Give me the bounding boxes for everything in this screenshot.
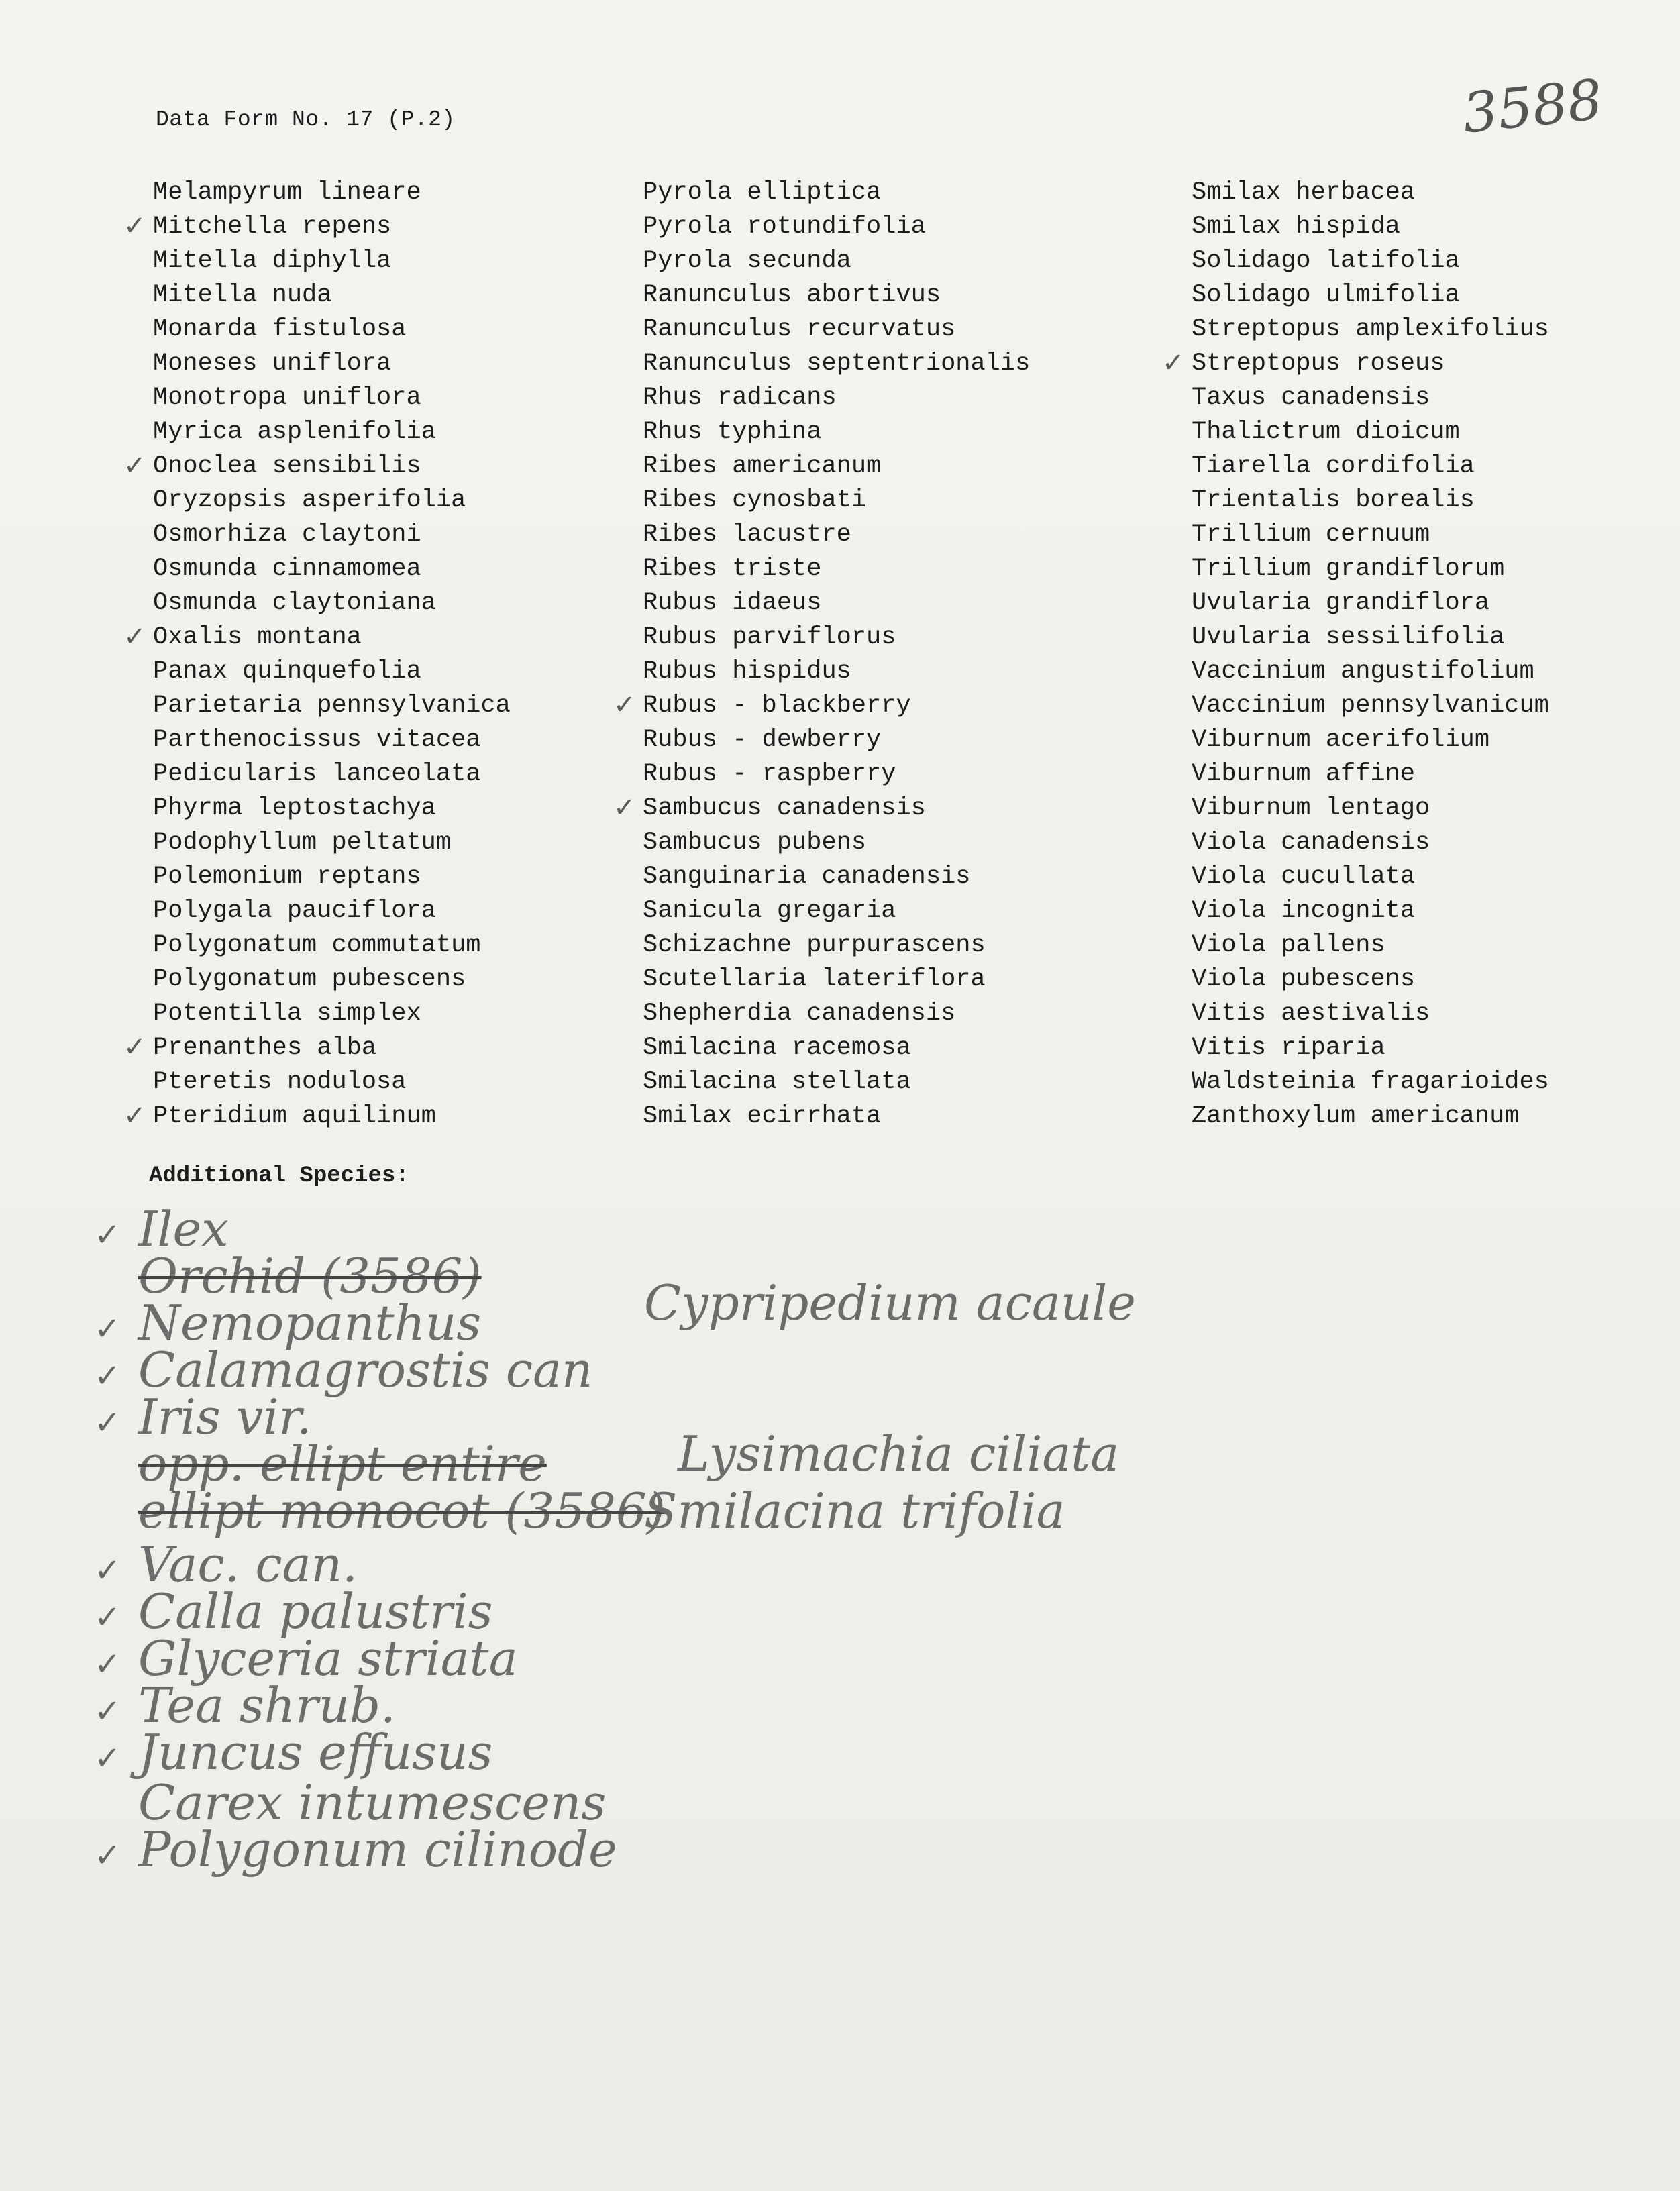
species-item <box>643 997 1179 1031</box>
note-right-2: Smilacina trifolia <box>644 1483 1065 1539</box>
species-name: Osmunda cinnamomea <box>153 555 421 583</box>
species-item <box>643 244 1179 278</box>
checkmark-icon: ✓ <box>1162 348 1185 378</box>
note-left-12: Carex intumescens <box>138 1774 607 1831</box>
checkmark-icon: ✓ <box>123 1032 146 1063</box>
species-item <box>643 347 1179 381</box>
species-item <box>1192 689 1661 723</box>
species-item <box>643 894 1179 928</box>
species-name: Viburnum acerifolium <box>1192 726 1490 754</box>
species-name: Mitchella repens <box>153 213 392 241</box>
species-item <box>1192 449 1661 484</box>
species-item <box>123 210 690 244</box>
species-name: Ribes cynosbati <box>643 486 867 515</box>
note-left-10: ✓ Tea shrub. <box>94 1677 396 1733</box>
species-item <box>1192 176 1661 210</box>
species-name: Rubus parviflorus <box>643 623 896 651</box>
form-title: Data Form No. 17 (P.2) <box>156 107 456 132</box>
species-name: Tiarella cordifolia <box>1192 452 1475 480</box>
species-name: Phyrma leptostachya <box>153 794 436 822</box>
checkmark-icon: ✓ <box>94 1552 121 1589</box>
species-item <box>643 381 1179 415</box>
note-right-1: Lysimachia ciliata <box>678 1426 1120 1482</box>
species-name: Uvularia grandiflora <box>1192 589 1490 617</box>
species-name: Trientalis borealis <box>1192 486 1475 515</box>
species-name: Polygonatum pubescens <box>153 965 466 994</box>
species-item <box>1192 1031 1661 1065</box>
species-name: Sanguinaria canadensis <box>643 863 971 891</box>
species-item <box>643 655 1179 689</box>
species-name: Ranunculus abortivus <box>643 281 941 309</box>
species-name: Rhus typhina <box>643 418 822 446</box>
species-name: Streptopus roseus <box>1192 350 1445 378</box>
species-item <box>153 381 690 415</box>
species-item <box>1192 484 1661 518</box>
species-name: Panax quinquefolia <box>153 657 421 686</box>
species-name: Rubus hispidus <box>643 657 851 686</box>
note-left-8: ✓ Calla palustris <box>94 1583 493 1640</box>
species-item <box>643 1031 1179 1065</box>
species-name: Smilax herbacea <box>1192 178 1416 207</box>
species-name: Parietaria pennsylvanica <box>153 692 511 720</box>
species-item <box>153 518 690 552</box>
species-name: Waldsteinia fragarioides <box>1192 1068 1549 1096</box>
species-item <box>153 313 690 347</box>
note-left-4: ✓ Iris vir. <box>94 1389 312 1445</box>
species-column-1 <box>123 176 690 1134</box>
note-left-3: ✓ Calamagrostis can <box>94 1342 593 1398</box>
checkmark-icon: ✓ <box>94 1599 121 1636</box>
species-column-3 <box>1162 176 1661 1134</box>
species-name: Zanthoxylum americanum <box>1192 1102 1520 1130</box>
species-item <box>1192 655 1661 689</box>
species-item <box>643 484 1179 518</box>
note-left-7: ✓ Vac. can. <box>94 1536 358 1593</box>
species-item <box>153 1065 690 1100</box>
species-item <box>613 792 1179 826</box>
species-name: Mitella nuda <box>153 281 332 309</box>
species-name: Smilacina racemosa <box>643 1034 911 1062</box>
species-item <box>1192 552 1661 586</box>
species-item <box>643 621 1179 655</box>
species-item <box>1192 586 1661 621</box>
checkmark-icon: ✓ <box>94 1310 121 1348</box>
species-name: Smilacina stellata <box>643 1068 911 1096</box>
species-name: Vitis aestivalis <box>1192 1000 1430 1028</box>
species-item <box>643 963 1179 997</box>
species-item <box>643 552 1179 586</box>
species-item <box>153 484 690 518</box>
note-left-13: ✓ Polygonum cilinode <box>94 1821 617 1878</box>
species-item <box>1192 997 1661 1031</box>
species-name: Ribes americanum <box>643 452 882 480</box>
additional-species-label: Additional Species: <box>149 1163 409 1189</box>
species-name: Sambucus canadensis <box>643 794 926 822</box>
species-item <box>613 689 1179 723</box>
note-left-0: ✓ Ilex <box>94 1201 229 1257</box>
checkmark-icon: ✓ <box>94 1837 121 1874</box>
species-item <box>643 278 1179 313</box>
checkmark-icon: ✓ <box>613 792 636 823</box>
species-name: Streptopus amplexifolius <box>1192 315 1549 343</box>
species-name: Trillium grandiflorum <box>1192 555 1505 583</box>
species-item <box>643 928 1179 963</box>
checkmark-icon: ✓ <box>613 690 636 720</box>
species-name: Pyrola rotundifolia <box>643 213 926 241</box>
species-name: Rubus - raspberry <box>643 760 896 788</box>
species-name: Smilax ecirrhata <box>643 1102 882 1130</box>
species-name: Vitis riparia <box>1192 1034 1385 1062</box>
species-name: Rhus radicans <box>643 384 837 412</box>
species-name: Rubus - dewberry <box>643 726 882 754</box>
species-item <box>153 894 690 928</box>
species-name: Monotropa uniflora <box>153 384 421 412</box>
species-item <box>123 449 690 484</box>
species-name: Pteridium aquilinum <box>153 1102 436 1130</box>
species-item <box>123 1100 690 1134</box>
species-name: Polygonatum commutatum <box>153 931 481 959</box>
checkmark-icon: ✓ <box>123 450 146 481</box>
species-name: Trillium cernuum <box>1192 521 1430 549</box>
species-name: Thalictrum dioicum <box>1192 418 1460 446</box>
checkmark-icon: ✓ <box>94 1404 121 1442</box>
species-name: Schizachne purpurascens <box>643 931 986 959</box>
species-name: Mitella diphylla <box>153 247 392 275</box>
checkmark-icon: ✓ <box>94 1740 121 1777</box>
species-item <box>1192 244 1661 278</box>
species-name: Solidago ulmifolia <box>1192 281 1460 309</box>
species-name: Viola pubescens <box>1192 965 1416 994</box>
species-item <box>1192 757 1661 792</box>
species-item <box>1192 381 1661 415</box>
note-left-6: ellipt monocot (3586) <box>138 1483 666 1539</box>
species-item <box>1192 415 1661 449</box>
note-left-11: ✓ Juncus effusus <box>94 1724 493 1780</box>
species-item <box>1192 963 1661 997</box>
species-name: Viola canadensis <box>1192 829 1430 857</box>
species-item <box>1192 278 1661 313</box>
species-item <box>1192 313 1661 347</box>
species-item <box>153 244 690 278</box>
checkmark-icon: ✓ <box>94 1646 121 1683</box>
species-name: Vaccinium pennsylvanicum <box>1192 692 1549 720</box>
species-name: Viola cucullata <box>1192 863 1416 891</box>
species-item <box>643 1065 1179 1100</box>
species-name: Podophyllum peltatum <box>153 829 452 857</box>
checkmark-icon: ✓ <box>94 1357 121 1395</box>
species-name: Pyrola secunda <box>643 247 851 275</box>
species-name: Uvularia sessilifolia <box>1192 623 1505 651</box>
species-name: Moneses uniflora <box>153 350 392 378</box>
species-item <box>153 655 690 689</box>
species-name: Parthenocissus vitacea <box>153 726 481 754</box>
species-item <box>153 689 690 723</box>
species-item <box>153 415 690 449</box>
species-name: Pyrola elliptica <box>643 178 882 207</box>
species-name: Osmorhiza claytoni <box>153 521 421 549</box>
note-left-2: ✓ Nemopanthus <box>94 1295 482 1351</box>
species-name: Viburnum lentago <box>1192 794 1430 822</box>
species-name: Potentilla simplex <box>153 1000 421 1028</box>
species-item <box>1162 347 1661 381</box>
species-name: Prenanthes alba <box>153 1034 377 1062</box>
species-item <box>1192 860 1661 894</box>
species-item <box>643 176 1179 210</box>
species-name: Vaccinium angustifolium <box>1192 657 1534 686</box>
species-name: Osmunda claytoniana <box>153 589 436 617</box>
species-name: Scutellaria lateriflora <box>643 965 986 994</box>
species-item <box>153 176 690 210</box>
species-item <box>1192 894 1661 928</box>
species-item <box>1192 210 1661 244</box>
species-name: Viola incognita <box>1192 897 1416 925</box>
species-item <box>153 552 690 586</box>
species-item <box>153 586 690 621</box>
species-item <box>643 518 1179 552</box>
species-item <box>643 210 1179 244</box>
species-name: Oryzopsis asperifolia <box>153 486 466 515</box>
species-item <box>153 792 690 826</box>
species-name: Ranunculus recurvatus <box>643 315 956 343</box>
checkmark-icon: ✓ <box>123 211 146 242</box>
species-item <box>643 826 1179 860</box>
species-name: Onoclea sensibilis <box>153 452 421 480</box>
checkmark-icon: ✓ <box>123 621 146 652</box>
species-item <box>643 415 1179 449</box>
handwritten-notes <box>87 1201 1630 1939</box>
species-name: Rubus idaeus <box>643 589 822 617</box>
species-name: Sambucus pubens <box>643 829 867 857</box>
checkmark-icon: ✓ <box>94 1693 121 1730</box>
species-item <box>1192 1065 1661 1100</box>
species-column-2 <box>613 176 1179 1134</box>
species-item <box>643 757 1179 792</box>
species-item <box>643 1100 1179 1134</box>
species-item <box>1192 826 1661 860</box>
species-item <box>153 997 690 1031</box>
checkmark-icon: ✓ <box>94 1216 121 1254</box>
species-name: Polygala pauciflora <box>153 897 436 925</box>
species-item <box>153 278 690 313</box>
species-item <box>643 313 1179 347</box>
species-name: Pteretis nodulosa <box>153 1068 407 1096</box>
species-item <box>153 826 690 860</box>
species-item <box>123 1031 690 1065</box>
species-item <box>1192 928 1661 963</box>
species-name: Sanicula gregaria <box>643 897 896 925</box>
species-name: Pedicularis lanceolata <box>153 760 481 788</box>
species-item <box>643 586 1179 621</box>
species-name: Smilax hispida <box>1192 213 1400 241</box>
species-item <box>153 347 690 381</box>
species-item <box>1192 792 1661 826</box>
species-item <box>1192 723 1661 757</box>
species-item <box>153 963 690 997</box>
species-name: Ribes triste <box>643 555 822 583</box>
species-name: Viola pallens <box>1192 931 1385 959</box>
species-name: Shepherdia canadensis <box>643 1000 956 1028</box>
species-name: Melampyrum lineare <box>153 178 421 207</box>
note-left-1: Orchid (3586) <box>138 1248 482 1304</box>
species-item <box>643 723 1179 757</box>
note-left-9: ✓ Glyceria striata <box>94 1630 518 1687</box>
species-item <box>153 723 690 757</box>
species-name: Ranunculus septentrionalis <box>643 350 1031 378</box>
note-left-5: opp. ellipt entire <box>138 1436 547 1492</box>
species-item <box>153 928 690 963</box>
species-item <box>153 757 690 792</box>
species-name: Polemonium reptans <box>153 863 421 891</box>
species-name: Ribes lacustre <box>643 521 851 549</box>
document-number: 3588 <box>1459 68 1606 146</box>
species-name: Myrica asplenifolia <box>153 418 436 446</box>
species-item <box>1192 1100 1661 1134</box>
species-item <box>153 860 690 894</box>
species-item <box>1192 621 1661 655</box>
species-item <box>1192 518 1661 552</box>
species-item <box>123 621 690 655</box>
species-item <box>643 860 1179 894</box>
species-name: Viburnum affine <box>1192 760 1416 788</box>
species-name: Taxus canadensis <box>1192 384 1430 412</box>
species-item <box>643 449 1179 484</box>
species-name: Monarda fistulosa <box>153 315 407 343</box>
species-name: Oxalis montana <box>153 623 362 651</box>
species-name: Solidago latifolia <box>1192 247 1460 275</box>
checkmark-icon: ✓ <box>123 1100 146 1131</box>
note-right-0: Cypripedium acaule <box>644 1275 1136 1331</box>
species-name: Rubus - blackberry <box>643 692 911 720</box>
